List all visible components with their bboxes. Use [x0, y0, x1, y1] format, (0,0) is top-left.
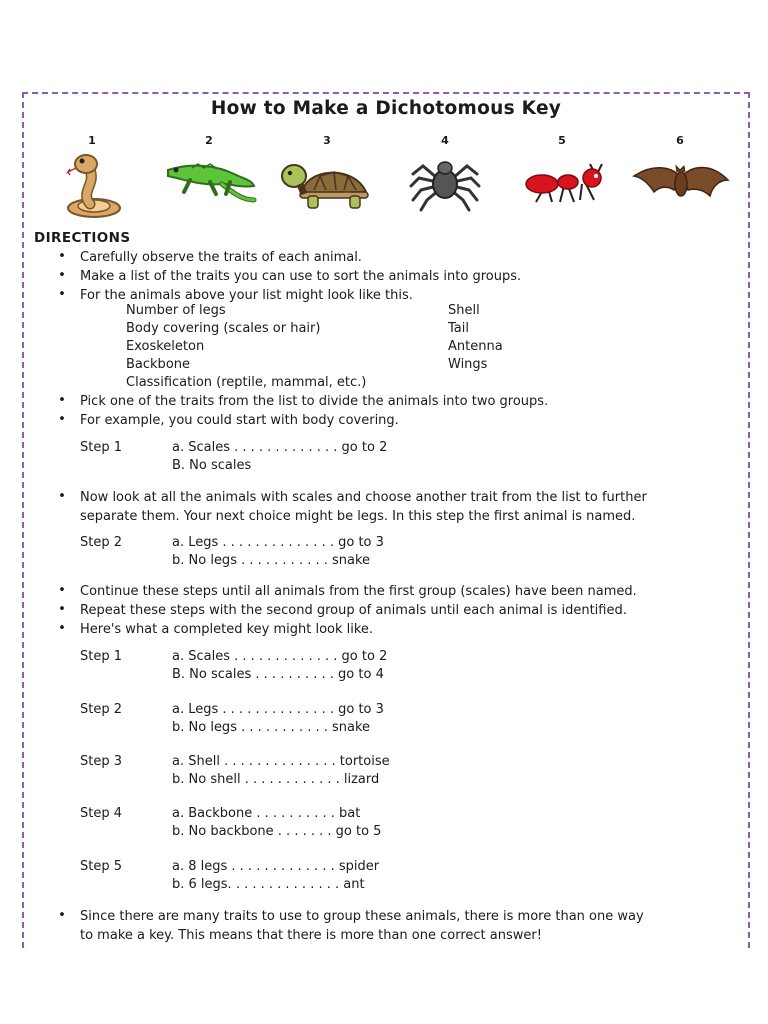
animal-number-2: 2 [205, 134, 213, 147]
key-step-2-label: Step 2 [80, 702, 123, 717]
key-step-4-label: Step 4 [80, 806, 123, 821]
direction-item-5: For example, you could start with body covering. [80, 413, 399, 428]
tortoise-icon [280, 154, 374, 214]
key-step-1-option-b: B. No scales . . . . . . . . . . go to 4 [172, 667, 384, 682]
trait-item: Number of legs [126, 303, 226, 318]
key-step-3-label: Step 3 [80, 754, 123, 769]
bullet-dot: • [58, 488, 66, 504]
trait-item: Body covering (scales or hair) [126, 321, 321, 336]
dashed-border-right [748, 92, 750, 948]
bullet-dot: • [58, 392, 66, 408]
bullet-dot: • [58, 582, 66, 598]
bullet-dot: • [58, 620, 66, 636]
direction-item-3: For the animals above your list might look like this. [80, 288, 413, 303]
key-step-5-label: Step 5 [80, 859, 123, 874]
lizard-icon [162, 156, 258, 206]
key-step-3-option-a: a. Shell . . . . . . . . . . . . . . tortoise [172, 754, 390, 769]
bat-icon [630, 156, 732, 206]
animal-number-1: 1 [88, 134, 96, 147]
direction-item-1: Carefully observe the traits of each animal. [80, 250, 362, 265]
example-step-2-option-a: a. Legs . . . . . . . . . . . . . . go to 3 [172, 535, 384, 550]
trait-item: Shell [448, 303, 480, 318]
ant-icon [522, 160, 608, 208]
trait-item: Backbone [126, 357, 191, 372]
trait-item: Exoskeleton [126, 339, 205, 354]
direction-item-10-line-2: to make a key. This means that there is more than one correct answer! [80, 928, 542, 943]
key-step-4-option-b: b. No backbone . . . . . . . go to 5 [172, 824, 382, 839]
example-step-1-option-b: B. No scales [172, 458, 252, 473]
key-step-5-option-b: b. 6 legs. . . . . . . . . . . . . . ant [172, 877, 365, 892]
example-step-2-label: Step 2 [80, 535, 123, 550]
direction-item-2: Make a list of the traits you can use to sort the animals into groups. [80, 269, 522, 284]
key-step-2-option-a: a. Legs . . . . . . . . . . . . . . go to 3 [172, 702, 384, 717]
direction-item-6-line-1: Now look at all the animals with scales and choose another trait from the list to further [80, 490, 647, 505]
key-step-1-label: Step 1 [80, 649, 123, 664]
worksheet [22, 92, 750, 948]
bullet-dot: • [58, 907, 66, 923]
snake-icon [60, 148, 126, 220]
directions-heading: DIRECTIONS [34, 230, 131, 246]
key-step-4-option-a: a. Backbone . . . . . . . . . . bat [172, 806, 361, 821]
key-step-1-option-a: a. Scales . . . . . . . . . . . . . go to 2 [172, 649, 388, 664]
trait-item: Classification (reptile, mammal, etc.) [126, 375, 367, 390]
page-title: How to Make a Dichotomous Key [210, 98, 562, 119]
direction-item-9: Here's what a completed key might look like. [80, 622, 374, 637]
bullet-dot: • [58, 411, 66, 427]
example-step-2-option-b: b. No legs . . . . . . . . . . . snake [172, 553, 371, 568]
key-step-2-option-b: b. No legs . . . . . . . . . . . snake [172, 720, 371, 735]
bullet-dot: • [58, 601, 66, 617]
direction-item-4: Pick one of the traits from the list to divide the animals into two groups. [80, 394, 549, 409]
bullet-dot: • [58, 248, 66, 264]
example-step-1-option-a: a. Scales . . . . . . . . . . . . . go to 2 [172, 440, 388, 455]
direction-item-10-line-1: Since there are many traits to use to group these animals, there is more than one way [80, 909, 644, 924]
dashed-border-top [22, 92, 750, 94]
trait-item: Wings [448, 357, 488, 372]
bullet-dot: • [58, 286, 66, 302]
direction-item-7: Continue these steps until all animals from the first group (scales) have been named. [80, 584, 637, 599]
animal-number-6: 6 [676, 134, 684, 147]
animal-number-5: 5 [558, 134, 566, 147]
bullet-dot: • [58, 267, 66, 283]
dashed-border-left [22, 92, 24, 948]
direction-item-8: Repeat these steps with the second group of animals until each animal is identified. [80, 603, 627, 618]
key-step-5-option-a: a. 8 legs . . . . . . . . . . . . . spider [172, 859, 380, 874]
spider-icon [407, 154, 483, 212]
direction-item-6-line-2: separate them. Your next choice might be legs. In this step the first animal is named. [80, 509, 636, 524]
animal-number-4: 4 [441, 134, 449, 147]
example-step-1-label: Step 1 [80, 440, 123, 455]
animal-number-3: 3 [323, 134, 331, 147]
trait-item: Tail [448, 321, 469, 336]
key-step-3-option-b: b. No shell . . . . . . . . . . . . lizard [172, 772, 380, 787]
trait-item: Antenna [448, 339, 503, 354]
